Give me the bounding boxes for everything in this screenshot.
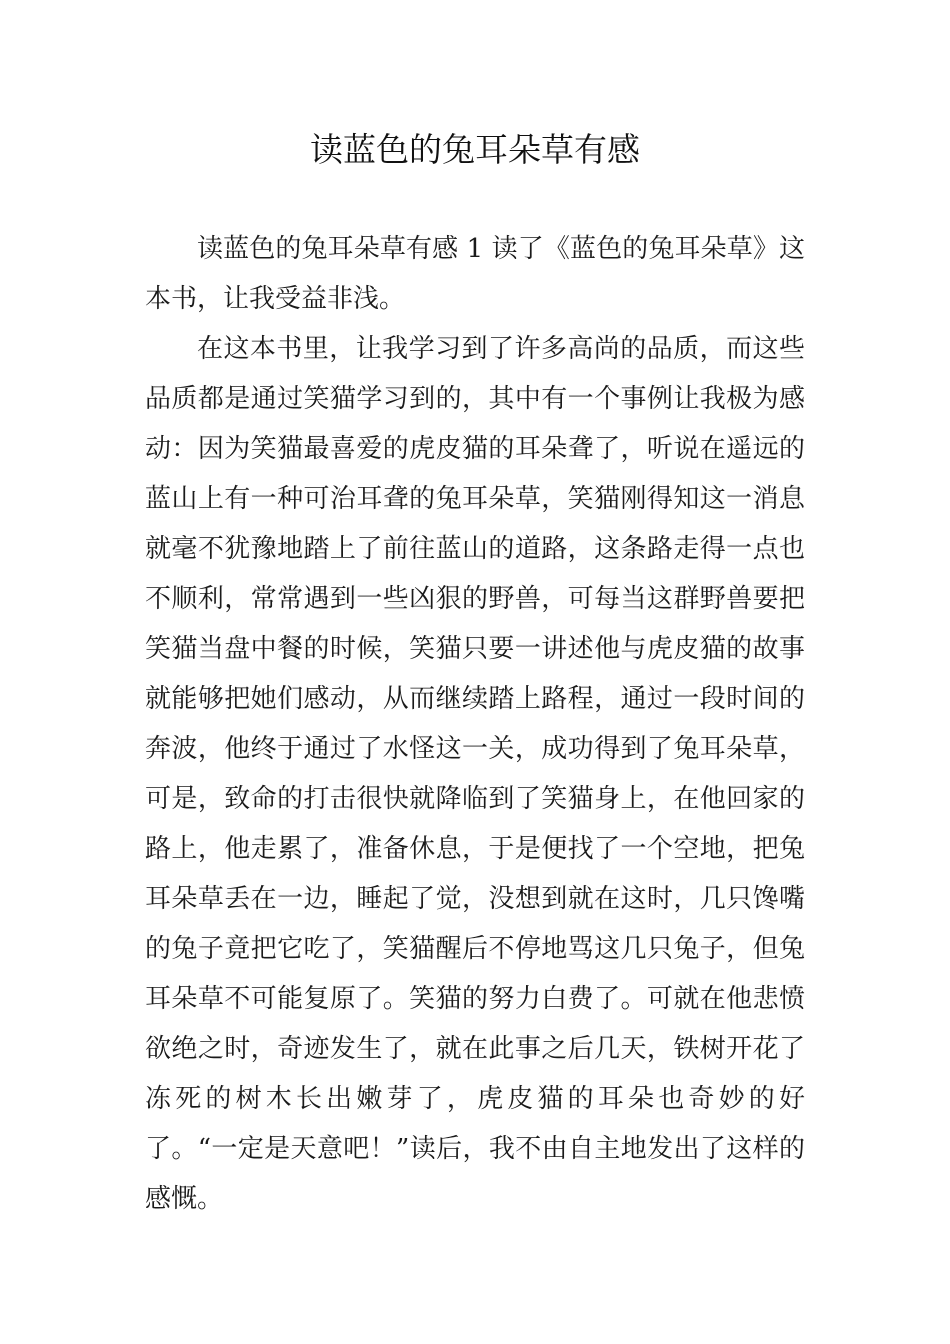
document-body: [145, 224, 805, 1224]
document-title: 读蓝色的兔耳朵草有感: [310, 130, 640, 169]
paragraph-story: 在这本书里，让我学习到了许多高尚的品质，而这些品质都是通过笑猫学习到的，其中有一个事例让我极为感动：因为笑猫最喜爱的虎皮猫的耳朵聋了，听说在遥远的蓝山上有一种可治耳聋的兔耳朵草，笑猫刚得知这一消息就毫不犹豫地踏上了前往蓝山的道路，这条路走得一点也不顺利，常常遇到一些凶狠的野兽，可每当这群野兽要把笑猫当盘中餐的时候，笑猫只要一讲述他与虎皮猫的故事就能够把她们感动，从而继续踏上路程，通过一段时间的奔波，他终于通过了水怪这一关，成功得到了兔耳朵草，可是，致命的打击很快就降临到了笑猫身上，在他回家的路上，他走累了，准备休息，于是便找了一个空地，把兔耳朵草丢在一边，睡起了觉，没想到就在这时，几只馋嘴的兔子竟把它吃了，笑猫醒后不停地骂这几只兔子，但兔耳朵草不可能复原了。笑猫的努力白费了。可就在他悲愤欲绝之时，奇迹发生了，就在此事之后几天，铁树开花了冻死的树木长出嫩芽了，虎皮猫的耳朵也奇妙的好了。“一定是天意吧！”读后，我不由自主地发出了这样的感慨。: [145, 334, 805, 1214]
paragraph-intro: 读蓝色的兔耳朵草有感 1 读了《蓝色的兔耳朵草》这本书，让我受益非浅。: [145, 234, 805, 314]
